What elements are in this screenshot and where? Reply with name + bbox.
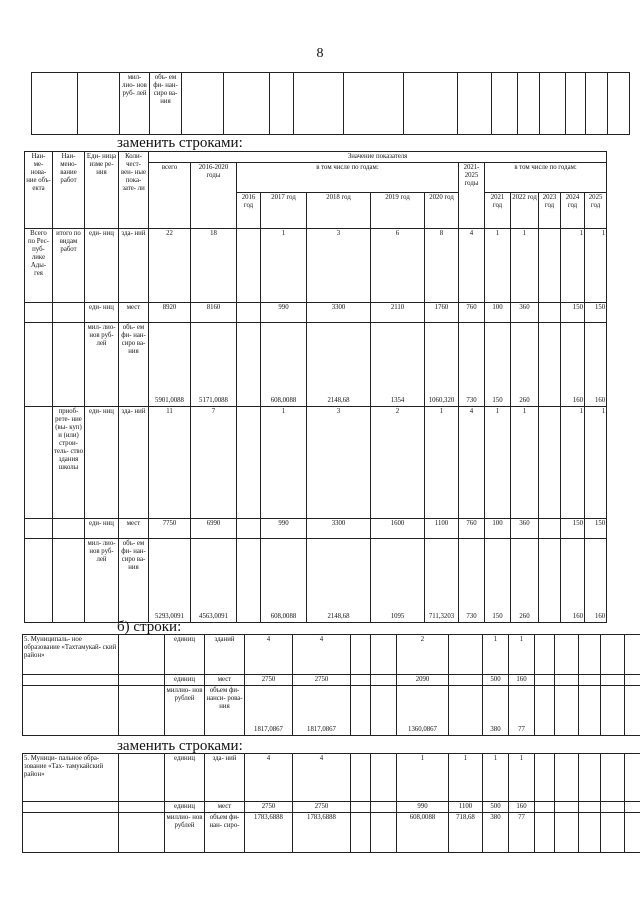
- value-cell: 3: [307, 407, 371, 519]
- value-cell: 1: [483, 754, 509, 802]
- value-cell: [371, 686, 397, 736]
- value-cell: [539, 229, 561, 303]
- value-cell: 260: [511, 323, 539, 407]
- value-cell: [539, 323, 561, 407]
- value-cell: 22: [149, 229, 191, 303]
- indicator-cell: объ- ем фи- нан- сиро ва- ния: [119, 323, 149, 407]
- value-cell: 77: [509, 813, 535, 853]
- value-cell: 1: [511, 407, 539, 519]
- value-cell: [579, 675, 601, 686]
- value-cell: 2148,68: [307, 539, 371, 623]
- value-cell: 1783,6888: [245, 813, 293, 853]
- value-cell: [535, 635, 555, 675]
- value-cell: 608,0088: [261, 539, 307, 623]
- header-2018: 2018 год: [307, 193, 371, 229]
- unit-cell: единиц: [165, 754, 205, 802]
- value-cell: 2110: [371, 303, 425, 323]
- value-cell: 608,0088: [397, 813, 449, 853]
- unit-cell: еди- ниц: [85, 303, 119, 323]
- value-cell: [601, 635, 625, 675]
- value-cell: [555, 686, 579, 736]
- indicator-cell: зданий: [205, 635, 245, 675]
- value-cell: 100: [485, 519, 511, 539]
- value-cell: 1: [509, 635, 535, 675]
- header-incl1: в том числе по годам:: [237, 163, 459, 193]
- unit-cell: единиц: [165, 635, 205, 675]
- value-cell: 5171,0088: [191, 323, 237, 407]
- value-cell: [601, 802, 625, 813]
- value-cell: 2750: [245, 802, 293, 813]
- value-cell: 160: [561, 539, 585, 623]
- unit-cell: мил- лио- нов руб- лей: [85, 539, 119, 623]
- value-cell: 8: [425, 229, 459, 303]
- value-cell: 1: [485, 407, 511, 519]
- unit-cell: миллио- нов рублей: [165, 813, 205, 853]
- value-cell: 11: [149, 407, 191, 519]
- value-cell: 160: [585, 323, 607, 407]
- indicator-cell: зда- ний: [205, 754, 245, 802]
- heading-replace-rows: заменить строками:: [117, 135, 243, 151]
- value-cell: [371, 675, 397, 686]
- header-value: Значение показателя: [149, 152, 607, 163]
- value-cell: 1: [561, 407, 585, 519]
- unit-cell: единиц: [165, 802, 205, 813]
- value-cell: 7750: [149, 519, 191, 539]
- value-cell: 2750: [293, 675, 351, 686]
- value-cell: 360: [511, 519, 539, 539]
- unit-cell: миллио- нов рублей: [165, 686, 205, 736]
- header-2016: 2016 год: [237, 193, 261, 229]
- value-cell: [601, 813, 625, 853]
- indicator-cell: мест: [205, 675, 245, 686]
- value-cell: [625, 686, 640, 736]
- value-cell: 1783,6888: [293, 813, 351, 853]
- header-object-name: Наи- ме- нова- ние объ- екта: [25, 152, 53, 229]
- value-cell: [351, 686, 371, 736]
- main-table: [24, 151, 607, 623]
- value-cell: 1360,0867: [397, 686, 449, 736]
- value-cell: 18: [191, 229, 237, 303]
- value-cell: [371, 813, 397, 853]
- value-cell: [351, 802, 371, 813]
- header-2017: 2017 год: [261, 193, 307, 229]
- value-cell: 990: [261, 519, 307, 539]
- value-cell: [625, 675, 640, 686]
- indicator-cell: объем фи- нан- сиро-: [205, 813, 245, 853]
- table-b: [22, 634, 640, 736]
- value-cell: 4: [459, 407, 485, 519]
- value-cell: 1100: [425, 519, 459, 539]
- header-2020: 2020 год: [425, 193, 459, 229]
- value-cell: 6: [371, 229, 425, 303]
- indicator-cell: зда- ний: [119, 229, 149, 303]
- value-cell: 150: [585, 519, 607, 539]
- value-cell: 1817,0867: [245, 686, 293, 736]
- value-cell: [237, 229, 261, 303]
- value-cell: [237, 323, 261, 407]
- value-cell: 260: [511, 539, 539, 623]
- value-cell: 1: [485, 229, 511, 303]
- value-cell: 3: [307, 229, 371, 303]
- value-cell: 150: [561, 519, 585, 539]
- value-cell: 1: [561, 229, 585, 303]
- unit-cell: мил- лио- нов руб- лей: [85, 323, 119, 407]
- value-cell: 6990: [191, 519, 237, 539]
- value-cell: 8920: [149, 303, 191, 323]
- value-cell: 2750: [293, 802, 351, 813]
- value-cell: 760: [459, 303, 485, 323]
- header-2024: 2024 год: [561, 193, 585, 229]
- value-cell: [625, 754, 640, 802]
- value-cell: 1: [511, 229, 539, 303]
- value-cell: [601, 754, 625, 802]
- value-cell: [535, 754, 555, 802]
- value-cell: [555, 754, 579, 802]
- value-cell: [579, 635, 601, 675]
- value-cell: 4: [245, 754, 293, 802]
- value-cell: 1: [425, 407, 459, 519]
- header-period1: 2016-2020 годы: [191, 163, 237, 229]
- value-cell: 990: [397, 802, 449, 813]
- value-cell: [601, 686, 625, 736]
- object-name-cell: Всего по Рес- пуб- лике Ады- гея: [25, 229, 53, 303]
- value-cell: [535, 802, 555, 813]
- header-indicator: Коли- чест- вен- ные пока- зате- ли: [119, 152, 149, 229]
- value-cell: 1: [449, 754, 483, 802]
- value-cell: 500: [483, 802, 509, 813]
- value-cell: [371, 635, 397, 675]
- value-cell: 380: [483, 813, 509, 853]
- value-cell: 2090: [397, 675, 449, 686]
- value-cell: [539, 303, 561, 323]
- header-incl2: в том числе по годам:: [485, 163, 607, 193]
- value-cell: [539, 407, 561, 519]
- value-cell: 1600: [371, 519, 425, 539]
- table-c: [22, 753, 640, 853]
- value-cell: [555, 802, 579, 813]
- value-cell: 380: [483, 686, 509, 736]
- value-cell: 1: [261, 229, 307, 303]
- value-cell: 5293,0091: [149, 539, 191, 623]
- value-cell: 4: [293, 635, 351, 675]
- value-cell: [539, 519, 561, 539]
- value-cell: 8160: [191, 303, 237, 323]
- value-cell: 160: [509, 802, 535, 813]
- value-cell: 1: [509, 754, 535, 802]
- cell-indicator: объ- ем фи- нан- сиро ва- ния: [150, 73, 182, 135]
- unit-cell: еди- ниц: [85, 229, 119, 303]
- value-cell: [237, 519, 261, 539]
- header-2019: 2019 год: [371, 193, 425, 229]
- value-cell: 7: [191, 407, 237, 519]
- value-cell: [237, 303, 261, 323]
- indicator-cell: объ- ем фи- нан- сиро ва- ния: [119, 539, 149, 623]
- value-cell: 1354: [371, 323, 425, 407]
- page-number: 8: [316, 46, 324, 61]
- cell-unit: мил- лио- нов руб- лей: [120, 73, 150, 135]
- value-cell: [535, 675, 555, 686]
- value-cell: [579, 686, 601, 736]
- value-cell: 150: [561, 303, 585, 323]
- value-cell: 1760: [425, 303, 459, 323]
- value-cell: 2750: [245, 675, 293, 686]
- value-cell: 1: [261, 407, 307, 519]
- value-cell: 730: [459, 539, 485, 623]
- heading-b-rows: б) строки:: [117, 619, 182, 635]
- value-cell: [579, 802, 601, 813]
- value-cell: 730: [459, 323, 485, 407]
- value-cell: 1: [397, 754, 449, 802]
- header-2025: 2025 год: [585, 193, 607, 229]
- value-cell: [625, 802, 640, 813]
- value-cell: [601, 675, 625, 686]
- value-cell: [555, 813, 579, 853]
- header-total: всего: [149, 163, 191, 229]
- value-cell: 990: [261, 303, 307, 323]
- value-cell: [539, 539, 561, 623]
- municipality-name: 5. Муници- пальное обра- зование «Тах- тамукайский район»: [23, 754, 119, 802]
- value-cell: 100: [485, 303, 511, 323]
- value-cell: 2: [397, 635, 449, 675]
- value-cell: 4: [293, 754, 351, 802]
- value-cell: [351, 635, 371, 675]
- municipality-name: 5. Муниципаль- ное образование «Тахтамукай- ский район»: [23, 635, 119, 675]
- value-cell: [237, 539, 261, 623]
- value-cell: [579, 813, 601, 853]
- value-cell: 3300: [307, 519, 371, 539]
- value-cell: 718,68: [449, 813, 483, 853]
- heading-replace-rows-2: заменить строками:: [117, 738, 243, 754]
- indicator-cell: мест: [205, 802, 245, 813]
- value-cell: [579, 754, 601, 802]
- value-cell: [535, 813, 555, 853]
- value-cell: 1: [585, 407, 607, 519]
- header-2023: 2023 год: [539, 193, 561, 229]
- value-cell: 160: [509, 675, 535, 686]
- value-cell: 1100: [449, 802, 483, 813]
- value-cell: 77: [509, 686, 535, 736]
- value-cell: 160: [585, 539, 607, 623]
- value-cell: 160: [561, 323, 585, 407]
- value-cell: [351, 813, 371, 853]
- top-fragment-table: [31, 72, 630, 135]
- value-cell: 360: [511, 303, 539, 323]
- value-cell: 1095: [371, 539, 425, 623]
- value-cell: 4563,0091: [191, 539, 237, 623]
- value-cell: 150: [485, 539, 511, 623]
- header-unit: Еди- ница изме ре- ния: [85, 152, 119, 229]
- value-cell: [449, 686, 483, 736]
- header-work: Наи- мено- вание работ: [53, 152, 85, 229]
- indicator-cell: зда- ний: [119, 407, 149, 519]
- value-cell: [351, 754, 371, 802]
- value-cell: [371, 802, 397, 813]
- value-cell: 4: [245, 635, 293, 675]
- value-cell: 3300: [307, 303, 371, 323]
- work-cell: приоб- рете- ние (вы- куп) и (или) строи- тель- ство здания школы: [53, 407, 85, 519]
- value-cell: [237, 407, 261, 519]
- value-cell: 1: [585, 229, 607, 303]
- header-2021: 2021 год: [485, 193, 511, 229]
- value-cell: 608,0088: [261, 323, 307, 407]
- value-cell: 2148,68: [307, 323, 371, 407]
- value-cell: 150: [585, 303, 607, 323]
- value-cell: 5901,0088: [149, 323, 191, 407]
- unit-cell: еди- ниц: [85, 519, 119, 539]
- value-cell: [625, 813, 640, 853]
- value-cell: [625, 635, 640, 675]
- work-cell: итого по видам работ: [53, 229, 85, 303]
- indicator-cell: мест: [119, 519, 149, 539]
- value-cell: 1817,0867: [293, 686, 351, 736]
- value-cell: [555, 635, 579, 675]
- indicator-cell: мест: [119, 303, 149, 323]
- value-cell: 500: [483, 675, 509, 686]
- value-cell: 760: [459, 519, 485, 539]
- value-cell: 4: [459, 229, 485, 303]
- header-2022: 2022 год: [511, 193, 539, 229]
- value-cell: [371, 754, 397, 802]
- value-cell: 1: [483, 635, 509, 675]
- unit-cell: единиц: [165, 675, 205, 686]
- value-cell: 150: [485, 323, 511, 407]
- header-period2: 2021- 2025 годы: [459, 163, 485, 229]
- unit-cell: еди- ниц: [85, 407, 119, 519]
- indicator-cell: объем фи- нанси- рова- ния: [205, 686, 245, 736]
- value-cell: [555, 675, 579, 686]
- value-cell: 2: [371, 407, 425, 519]
- value-cell: [351, 675, 371, 686]
- value-cell: 1060,320: [425, 323, 459, 407]
- value-cell: [535, 686, 555, 736]
- value-cell: [449, 635, 483, 675]
- value-cell: [449, 675, 483, 686]
- value-cell: 711,3203: [425, 539, 459, 623]
